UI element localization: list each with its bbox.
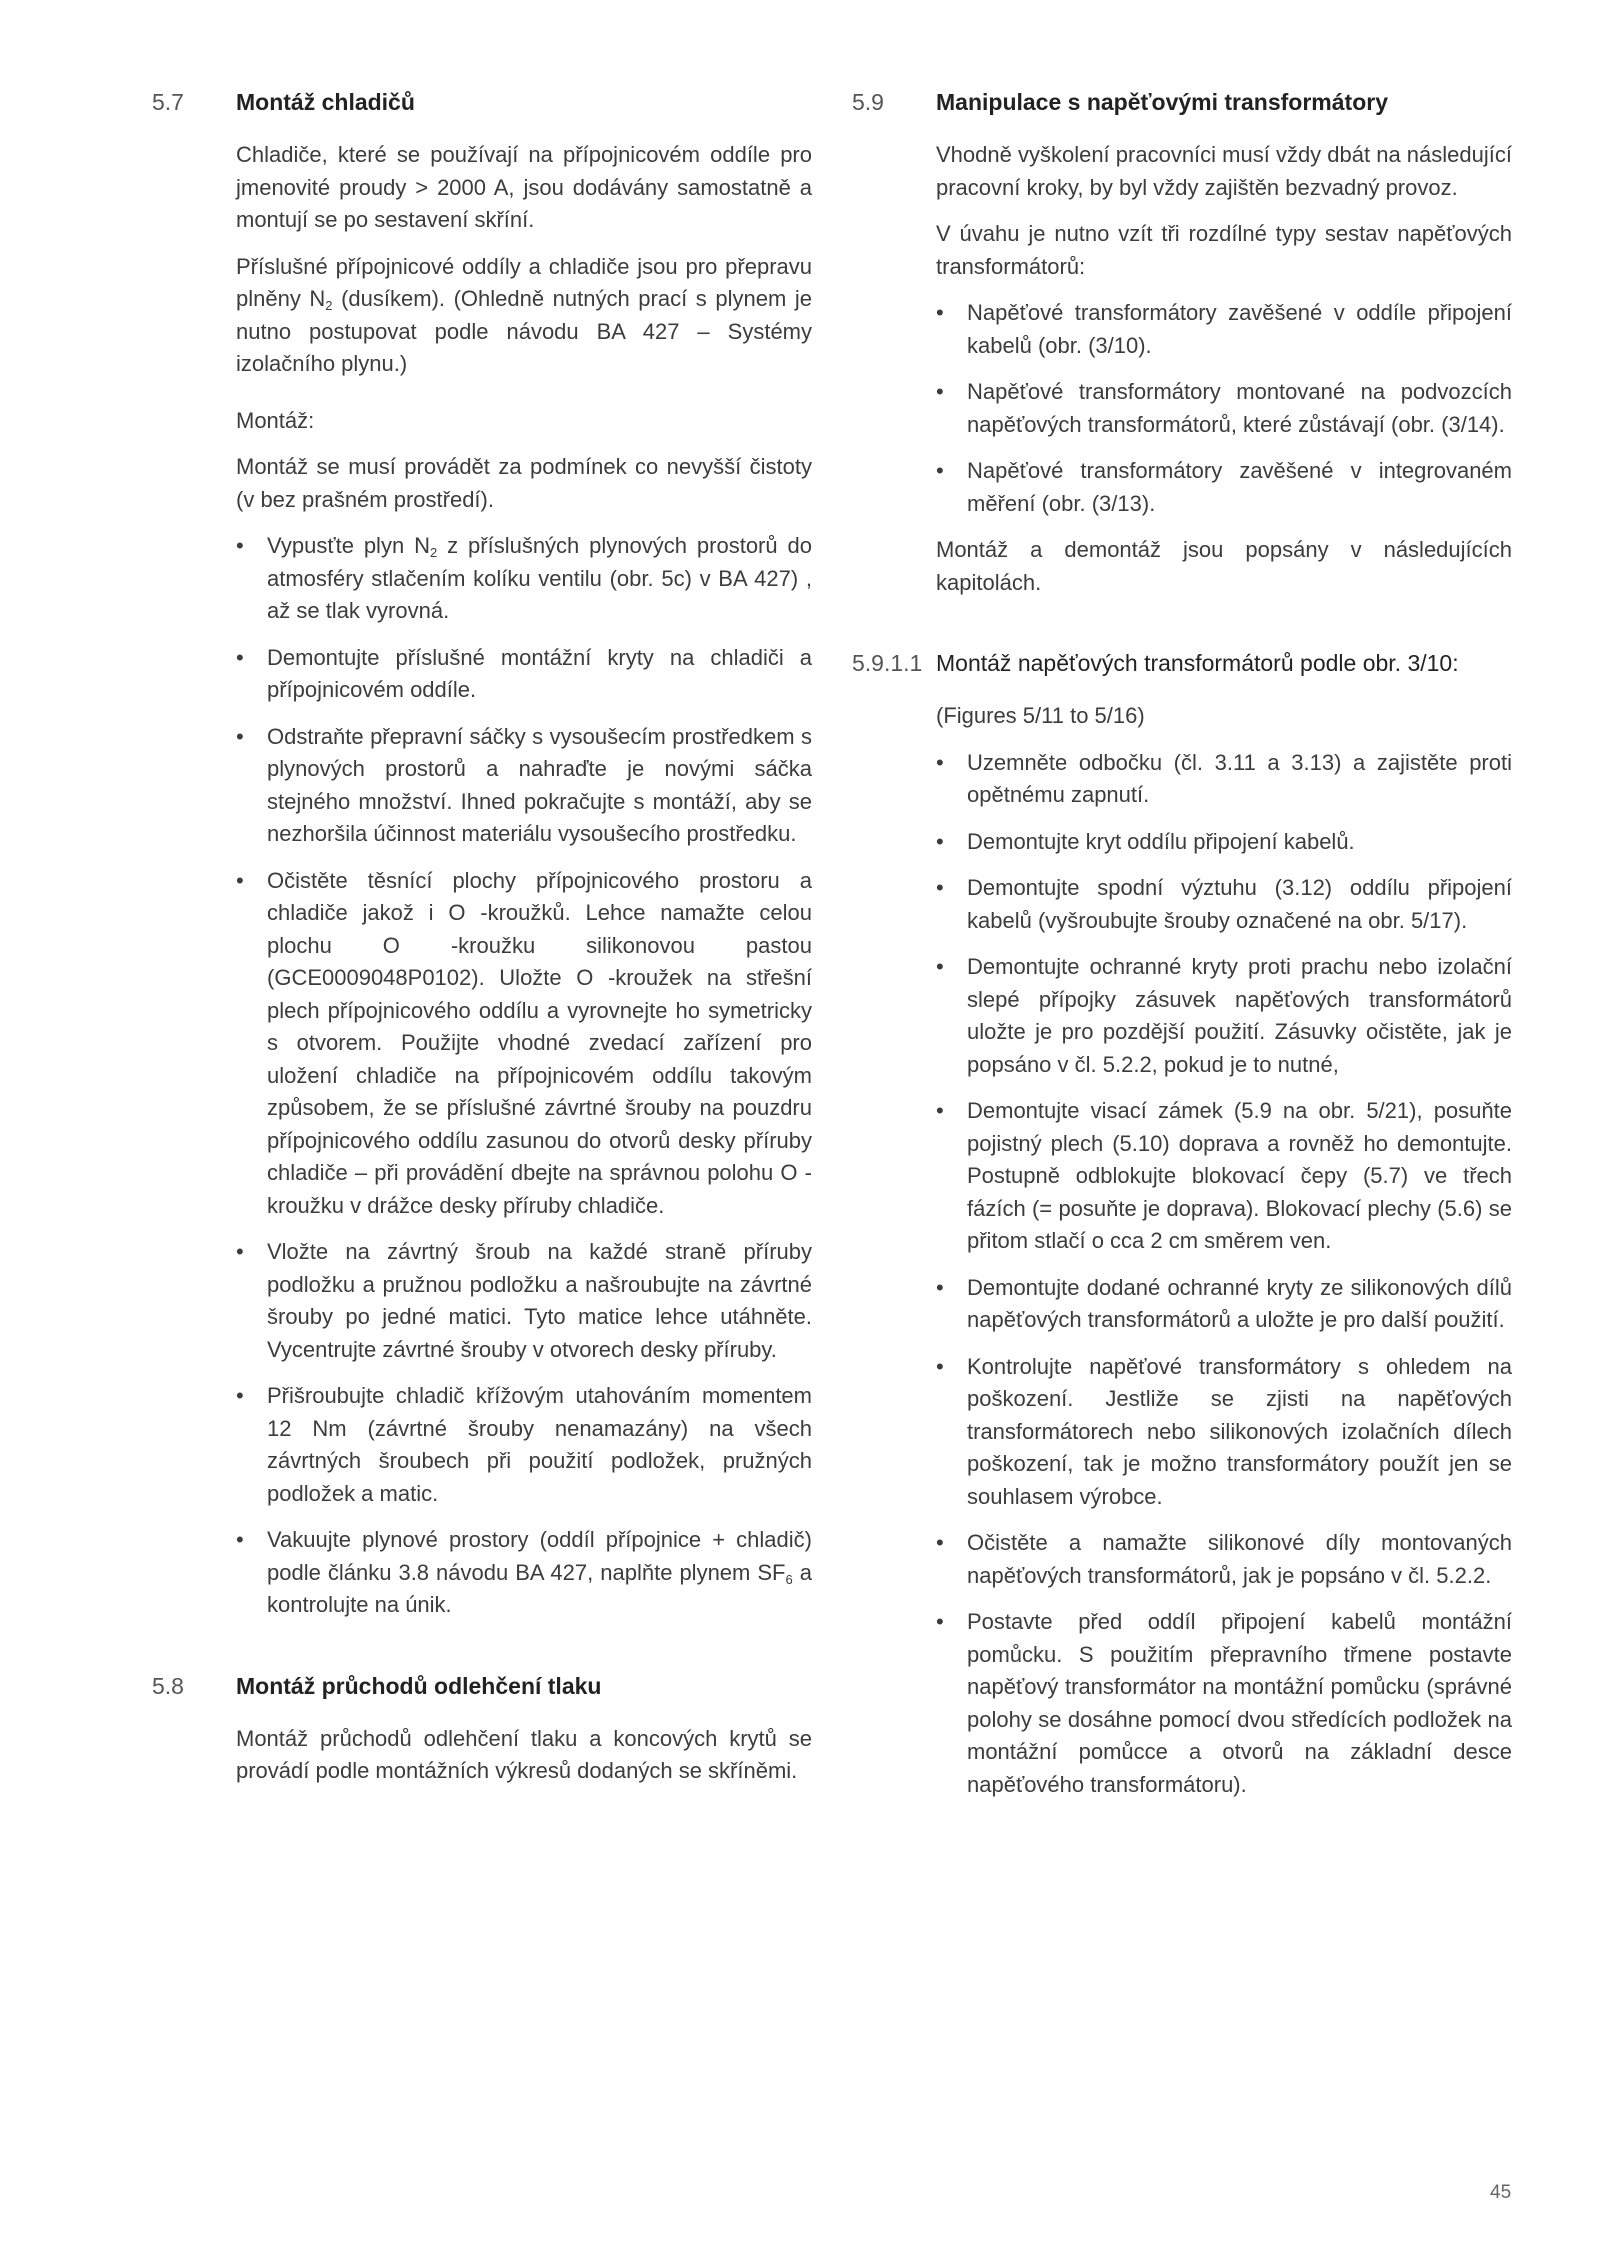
bullet-icon: • [936, 749, 944, 775]
section-title: Montáž napěťových transformátorů podle obr. 3/10: [936, 650, 1459, 676]
list-item [236, 530, 812, 628]
section-heading [152, 86, 812, 119]
text-run: Demontujte ochranné kryty proti prachu nebo izolační slepé přípojky zásuvek napěťových transformátorů uložte je pro pozdější použití. Zásuvky očistěte, jak je popsáno v čl. 5.2.2, pokud je to nutné, [967, 954, 1512, 1077]
section-body [936, 139, 1512, 599]
paragraph: Montáž se musí provádět za podmínek co nevyšší čistoty (v bez prašném prostředí). [236, 454, 812, 512]
section-number: 5.9.1.1 [852, 650, 923, 676]
text-run: Vakuujte plynové prostory (oddíl přípojnice + chladič) podle článku 3.8 návodu BA 427, naplňte plynem SF [267, 1527, 812, 1585]
section-title: Montáž chladičů [236, 89, 415, 115]
section-number: 5.7 [152, 89, 184, 115]
text-run: Vypusťte plyn N [267, 533, 430, 558]
text-run: (dusíkem). (Ohledně nutných prací s plynem je nutno postupovat podle návodu BA 427 – Systémy izolačního plynu.) [236, 286, 812, 376]
text-run: Kontrolujte napěťové transformátory s ohledem na poškození. Jestliže se zjisti na napěťových transformátorech nebo silikonových izolačních dílech poškození, tak je možno transformátory použít jen se souhlasem výrobce. [967, 1353, 1512, 1509]
paragraph [236, 251, 812, 381]
paragraph: Montáž průchodů odlehčení tlaku a koncových krytů se provádí podle montážních výkresů dodaných se skříněmi. [236, 1725, 812, 1783]
text-run: Napěťové transformátory zavěšené v integrovaném měření (obr. (3/13). [967, 458, 1512, 516]
bullet-icon: • [236, 867, 244, 893]
section-5-9 [852, 86, 1512, 599]
text-run: Odstraňte přepravní sáčky s vysoušecím prostředkem s plynových prostorů a nahraďte je novými sáčka stejného množství. Ihned pokračujte s montáží, aby se nezhoršila účinnost materiálu vysoušecího prostředku. [267, 723, 812, 846]
bullet-icon: • [936, 1098, 944, 1123]
paragraph: Vhodně vyškolení pracovníci musí vždy dbát na následující pracovní kroky, by byl vždy zajištěn bezvadný provoz. [936, 142, 1512, 200]
list-item [236, 1236, 812, 1366]
section-5-7 [152, 86, 812, 1622]
section-body [936, 700, 1512, 1801]
text-run: Demontujte spodní výztuhu (3.12) oddílu připojení kabelů (vyšroubujte šrouby označené na obr. 5/17). [967, 875, 1512, 933]
bullet-icon: • [236, 1383, 244, 1408]
bullet-icon: • [236, 1239, 244, 1264]
paragraph: Chladiče, které se používají na přípojnicovém oddíle pro jmenovité proudy > 2000 A, jsou dodávány samostatně a montují se po sestavení skříní. [236, 142, 812, 232]
list-item [936, 1272, 1512, 1337]
bullet-icon: • [936, 1609, 944, 1634]
section-5-9-1-1 [852, 647, 1512, 1801]
text-run: Napěťové transformátory montované na podvozcích napěťových transformátorů, které zůstávají (obr. (3/14). [967, 379, 1512, 437]
list-item [936, 872, 1512, 937]
text-run: Postavte před oddíl připojení kabelů montážní pomůcku. S použitím přepravního třmene postavte napěťový transformátor na montážní pomůcku (správné polohy se dosáhne pomocí dvou středících podložek na montážní pomůcce a otvorů na základní desce napěťového transformátoru). [967, 1609, 1512, 1797]
text-run: Demontujte příslušné montážní kryty na chladiči a přípojnicovém oddíle. [267, 644, 812, 702]
text-run: Přišroubujte chladič křížovým utahováním momentem 12 Nm (závrtné šrouby nenamazány) na všech závrtných šroubech při použití podložek, pružných podložek a matic. [267, 1383, 812, 1506]
text-run: Uzemněte odbočku (čl. 3.11 a 3.13) a zajistěte proti opětnému zapnutí. [967, 749, 1512, 807]
text-run: Vložte na závrtný šroub na každé straně příruby podložku a pružnou podložku a našroubujte na závrtné šrouby po jedné matici. Tyto matice lehce utáhněte. Vycentrujte závrtné šrouby v otvorech desky příruby. [267, 1239, 812, 1362]
text-run: Demontujte visací zámek (5.9 na obr. 5/21), posuňte pojistný plech (5.10) doprava a rovněž ho demontujte. Postupně odblokujte blokovací čepy (5.7) ve třech fázích (= posuňte je doprava). Blokovací plechy (5.6) se přitom stlačí o cca 2 cm směrem ven. [967, 1098, 1512, 1253]
list-item [936, 1606, 1512, 1801]
section-5-8 [152, 1670, 812, 1788]
list-item [936, 1527, 1512, 1592]
text-run: a kontrolujte na únik. [267, 1559, 812, 1617]
paragraph: V úvahu je nutno vzít tři rozdílné typy sestav napěťových transformátorů: [936, 221, 1512, 279]
subscript: 2 [325, 298, 333, 313]
section-body [236, 139, 812, 1622]
text-run: Demontujte dodané ochranné kryty ze silikonových dílů napěťových transformátorů a uložte je pro další použití. [967, 1274, 1512, 1332]
left-column [152, 86, 812, 1836]
list-item [936, 747, 1512, 812]
bullet-list [936, 297, 1512, 520]
section-body [236, 1723, 812, 1788]
list-item [936, 826, 1512, 859]
section-title: Montáž průchodů odlehčení tlaku [236, 1672, 602, 1699]
list-item [936, 951, 1512, 1081]
section-number: 5.9 [852, 89, 884, 115]
bullet-icon: • [936, 828, 944, 854]
bullet-icon: • [936, 1530, 944, 1555]
bullet-icon: • [236, 644, 244, 670]
section-number: 5.8 [152, 1672, 184, 1699]
page-number: 45 [1490, 2182, 1512, 2203]
bullet-icon: • [936, 875, 944, 900]
bullet-icon: • [936, 379, 944, 404]
section-heading [152, 1670, 812, 1703]
list-item [236, 642, 812, 707]
list-item [236, 1380, 812, 1510]
section-heading [852, 647, 1512, 680]
right-column [852, 86, 1512, 1849]
list-item [936, 455, 1512, 520]
bullet-icon: • [936, 1353, 944, 1379]
text-run: Demontujte kryt oddílu připojení kabelů. [967, 828, 1355, 854]
bullet-icon: • [236, 723, 244, 749]
bullet-icon: • [936, 458, 944, 483]
text-run: Napěťové transformátory zavěšené v oddíle připojení kabelů (obr. (3/10). [967, 300, 1512, 358]
list-item [936, 376, 1512, 441]
bullet-icon: • [236, 1527, 244, 1552]
list-item [236, 721, 812, 851]
bullet-list [236, 530, 812, 1622]
figure-reference: (Figures 5/11 to 5/16) [936, 703, 1145, 728]
bullet-icon: • [236, 533, 244, 558]
text-run: Očistěte těsnící plochy přípojnicového prostoru a chladiče jakož i O -kroužků. Lehce namažte celou plochu O -kroužku silikonovou pastou (GCE0009048P0102). Uložte O -kroužek na střešní plech přípojnicového oddílu a vyrovnejte ho symetricky s otvorem. Použijte vhodné zvedací zařízení pro uložení chladiče na přípojnicovém oddílu takovým způsobem, že se příslušné závrtné šrouby na pouzdru přípojnicového oddílu zasunou do otvorů desky příruby chladiče – při provádění dbejte na správnou polohu O -kroužku v drážce desky příruby chladiče. [267, 867, 812, 1218]
section-title: Manipulace s napěťovými transformátory [936, 89, 1388, 115]
list-item [236, 1524, 812, 1622]
list-item [236, 865, 812, 1223]
text-run: Příslušné přípojnicové oddíly a chladiče jsou pro přepravu plněny N [236, 253, 812, 311]
bullet-icon: • [936, 954, 944, 979]
text-run: Očistěte a namažte silikonové díly montovaných napěťových transformátorů, jak je popsáno v čl. 5.2.2. [967, 1530, 1512, 1588]
list-item [936, 1351, 1512, 1514]
subscript: 2 [429, 545, 438, 560]
bullet-icon: • [936, 300, 944, 325]
section-heading [852, 86, 1512, 119]
text-run: z příslušných plynových prostorů do atmosféry stlačením kolíku ventilu (obr. 5c) v BA 427) , až se tlak vyrovná. [267, 533, 812, 623]
bullet-list [936, 747, 1512, 1802]
list-item [936, 1095, 1512, 1258]
subscript: 6 [785, 1571, 793, 1587]
paragraph: Montáž a demontáž jsou popsány v následujících kapitolách. [936, 537, 1512, 595]
subheading-label: Montáž: [236, 407, 315, 433]
bullet-icon: • [936, 1274, 944, 1300]
list-item [936, 297, 1512, 362]
